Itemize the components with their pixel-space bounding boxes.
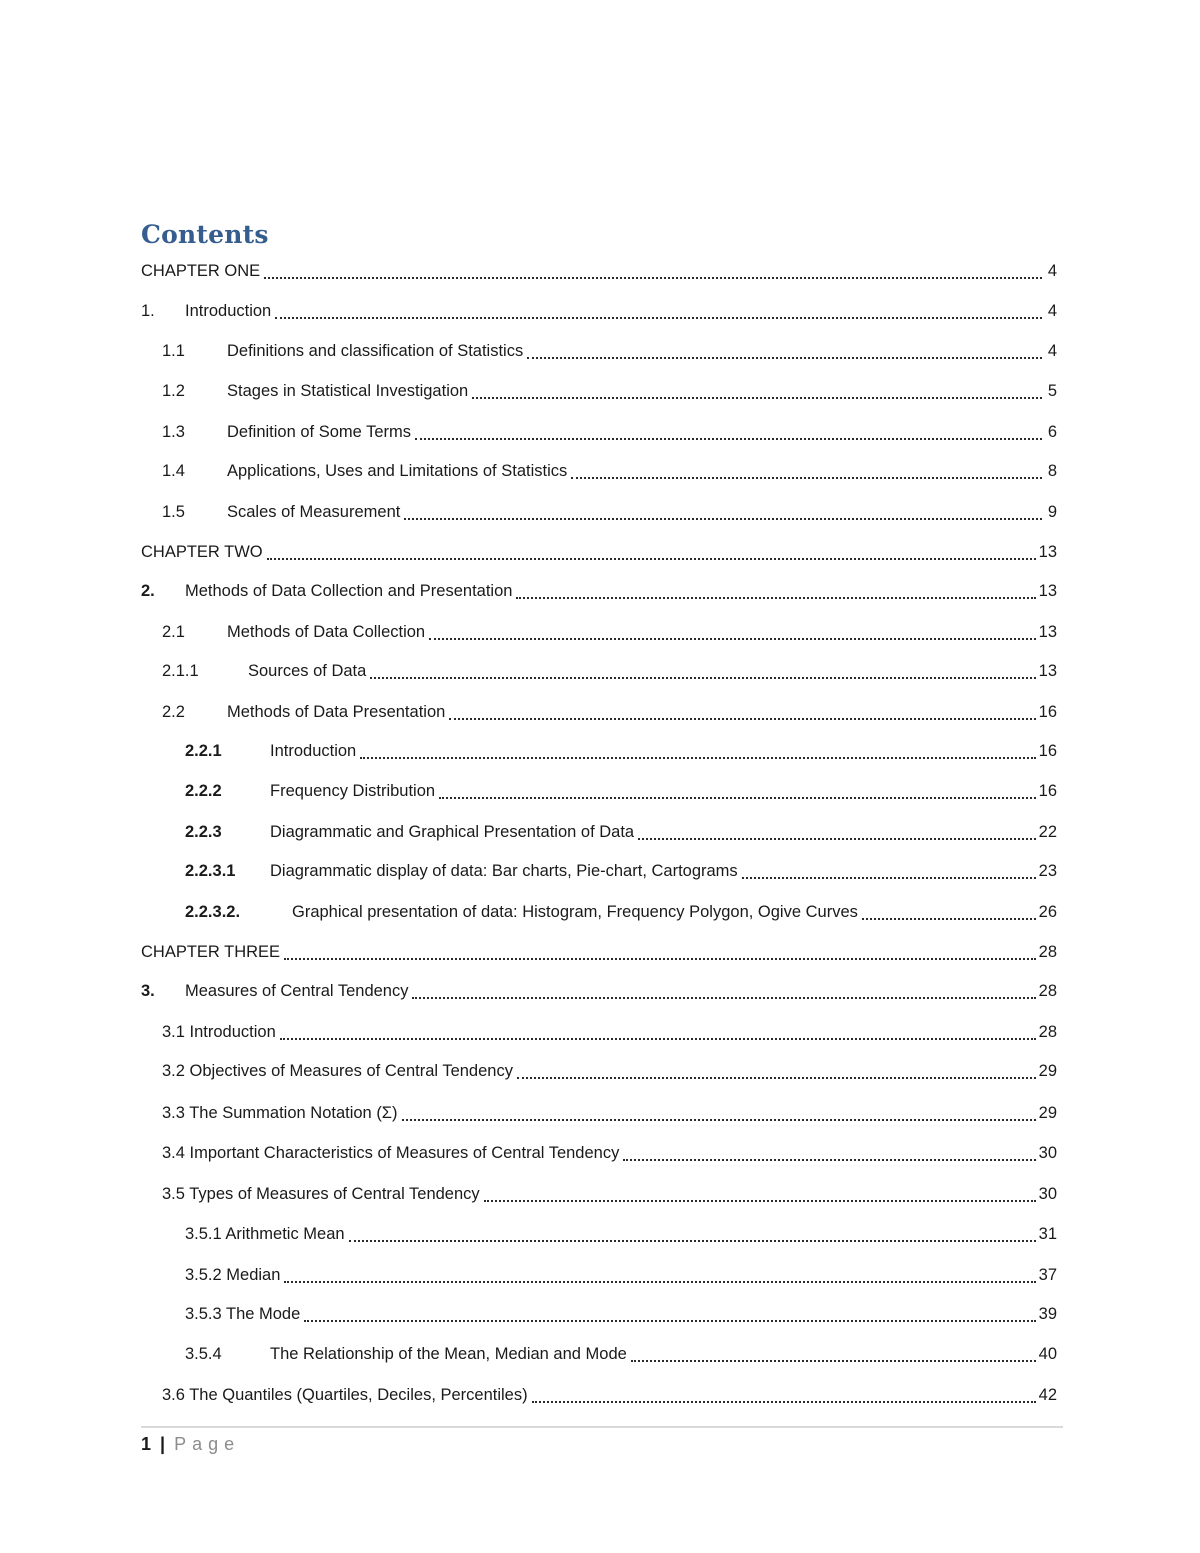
toc-entry-page: 26 bbox=[1038, 903, 1057, 921]
toc-entry-title: Scales of Measurement bbox=[227, 503, 401, 521]
toc-entry[interactable] bbox=[185, 901, 1057, 923]
toc-leader-dots bbox=[527, 335, 1042, 359]
toc-entry-page: 9 bbox=[1047, 503, 1057, 521]
toc-entry[interactable] bbox=[185, 1343, 1057, 1365]
toc-entry-title: Methods of Data Collection bbox=[227, 623, 426, 641]
toc-entry[interactable] bbox=[141, 580, 1057, 602]
toc-entry-page: 16 bbox=[1038, 703, 1057, 721]
toc-entry-number: 1. bbox=[141, 302, 155, 320]
toc-entry-title: 3.5.3 The Mode bbox=[185, 1305, 301, 1323]
toc-leader-dots bbox=[742, 855, 1036, 879]
toc-leader-dots bbox=[532, 1379, 1036, 1403]
toc-leader-dots bbox=[516, 575, 1035, 599]
toc-leader-dots bbox=[415, 416, 1042, 440]
toc-entry-number: 1.3 bbox=[162, 423, 185, 441]
toc-entry-title: Diagrammatic and Graphical Presentation of Data bbox=[270, 823, 635, 841]
toc-entry-page: 40 bbox=[1038, 1345, 1057, 1363]
toc-entry-page: 30 bbox=[1038, 1185, 1057, 1203]
toc-entry-title: 3.5.2 Median bbox=[185, 1266, 281, 1284]
toc-entry[interactable] bbox=[141, 541, 1057, 563]
toc-leader-dots bbox=[571, 455, 1042, 479]
toc-leader-dots bbox=[623, 1137, 1035, 1161]
toc-entry-title: Methods of Data Presentation bbox=[227, 703, 446, 721]
toc-title: Contents bbox=[141, 220, 269, 249]
toc-entry-page: 16 bbox=[1038, 742, 1057, 760]
footer-divider bbox=[141, 1426, 1063, 1428]
toc-entry-title: The Relationship of the Mean, Median and Mode bbox=[270, 1345, 627, 1363]
toc-entry-number: 2.2.2 bbox=[185, 782, 222, 800]
toc-entry[interactable] bbox=[185, 821, 1057, 843]
toc-entry[interactable] bbox=[162, 1060, 1057, 1082]
toc-entry-number: 2.2.3.1 bbox=[185, 862, 236, 880]
toc-entry-number: 2.2.3 bbox=[185, 823, 222, 841]
toc-leader-dots bbox=[264, 255, 1042, 279]
toc-entry-title: 3.3 The Summation Notation (Σ) bbox=[162, 1104, 398, 1122]
toc-leader-dots bbox=[631, 1338, 1036, 1362]
toc-entry-page: 28 bbox=[1038, 982, 1057, 1000]
toc-entry-number: 2.1 bbox=[162, 623, 185, 641]
toc-entry-page: 31 bbox=[1038, 1225, 1057, 1243]
toc-entry[interactable] bbox=[162, 701, 1057, 723]
toc-entry-number: 2. bbox=[141, 582, 155, 600]
toc-entry[interactable] bbox=[162, 1384, 1057, 1406]
toc-entry-number: 2.1.1 bbox=[162, 662, 199, 680]
toc-entry[interactable] bbox=[162, 380, 1057, 402]
page-footer bbox=[141, 1432, 240, 1456]
footer-page-label: Page bbox=[174, 1434, 241, 1454]
toc-entry-page: 4 bbox=[1047, 302, 1057, 320]
toc-entry-number: 2.2 bbox=[162, 703, 185, 721]
toc-entry-title: CHAPTER TWO bbox=[141, 543, 263, 561]
toc-entry[interactable] bbox=[141, 941, 1057, 963]
toc-entry[interactable] bbox=[162, 1021, 1057, 1043]
toc-entry-title: Diagrammatic display of data: Bar charts, Pie-chart, Cartograms bbox=[270, 862, 738, 880]
toc-entry-page: 16 bbox=[1038, 782, 1057, 800]
toc-entry-number: 1.5 bbox=[162, 503, 185, 521]
toc-entry-page: 5 bbox=[1047, 382, 1057, 400]
toc-entry[interactable] bbox=[162, 1142, 1057, 1164]
toc-entry-page: 28 bbox=[1038, 943, 1057, 961]
toc-entry-title: 3.6 The Quantiles (Quartiles, Deciles, Percentiles) bbox=[162, 1386, 528, 1404]
toc-entry-title: 3.2 Objectives of Measures of Central Tendency bbox=[162, 1062, 513, 1080]
toc-leader-dots bbox=[439, 775, 1036, 799]
toc-leader-dots bbox=[862, 896, 1036, 920]
toc-entry[interactable] bbox=[185, 1264, 1057, 1286]
toc-entry[interactable] bbox=[185, 780, 1057, 802]
toc-entry-title: Stages in Statistical Investigation bbox=[227, 382, 469, 400]
toc-entry-title: Definitions and classification of Statistics bbox=[227, 342, 524, 360]
toc-entry-title: Definition of Some Terms bbox=[227, 423, 412, 441]
toc-entry-number: 2.2.3.2. bbox=[185, 903, 241, 921]
toc-entry-number: 3.5.4 bbox=[185, 1345, 222, 1363]
toc-entry-title: Methods of Data Collection and Presentation bbox=[185, 582, 513, 600]
toc-entry-number: 3. bbox=[141, 982, 155, 1000]
toc-leader-dots bbox=[349, 1218, 1036, 1242]
toc-entry[interactable] bbox=[162, 460, 1057, 482]
toc-entry-number: 2.2.1 bbox=[185, 742, 222, 760]
toc-entry-page: 4 bbox=[1047, 342, 1057, 360]
toc-entry[interactable] bbox=[141, 300, 1057, 322]
toc-leader-dots bbox=[402, 1097, 1036, 1121]
toc-entry-page: 30 bbox=[1038, 1144, 1057, 1162]
toc-entry[interactable] bbox=[185, 1223, 1057, 1245]
toc-entry-number: 1.1 bbox=[162, 342, 185, 360]
toc-entry[interactable] bbox=[185, 1303, 1057, 1325]
toc-entry-title: 3.1 Introduction bbox=[162, 1023, 276, 1041]
toc-entry-page: 29 bbox=[1038, 1062, 1057, 1080]
toc-entry-title: CHAPTER THREE bbox=[141, 943, 281, 961]
toc-entry-page: 8 bbox=[1047, 462, 1057, 480]
toc-leader-dots bbox=[275, 295, 1042, 319]
toc-entry-title: Graphical presentation of data: Histogram, Frequency Polygon, Ogive Curves bbox=[292, 903, 858, 921]
toc-entry[interactable] bbox=[162, 501, 1057, 523]
toc-leader-dots bbox=[484, 1178, 1036, 1202]
toc-leader-dots bbox=[284, 936, 1036, 960]
toc-entry[interactable] bbox=[162, 340, 1057, 362]
toc-entry-page: 13 bbox=[1038, 582, 1057, 600]
toc-entry[interactable] bbox=[141, 980, 1057, 1002]
toc-leader-dots bbox=[638, 816, 1036, 840]
toc-entry-title: Frequency Distribution bbox=[270, 782, 436, 800]
footer-page-number: 1 bbox=[141, 1434, 152, 1454]
toc-entry[interactable] bbox=[162, 660, 1057, 682]
toc-leader-dots bbox=[370, 655, 1035, 679]
toc-entry-number: 1.4 bbox=[162, 462, 185, 480]
toc-entry-title: CHAPTER ONE bbox=[141, 262, 261, 280]
toc-entry-page: 37 bbox=[1038, 1266, 1057, 1284]
toc-entry[interactable] bbox=[162, 1102, 1057, 1124]
toc-leader-dots bbox=[304, 1298, 1035, 1322]
toc-entry-page: 23 bbox=[1038, 862, 1057, 880]
toc-leader-dots bbox=[472, 375, 1042, 399]
toc-leader-dots bbox=[360, 735, 1035, 759]
toc-entry-page: 29 bbox=[1038, 1104, 1057, 1122]
toc-entry-title: 3.5.1 Arithmetic Mean bbox=[185, 1225, 345, 1243]
toc-entry-page: 28 bbox=[1038, 1023, 1057, 1041]
toc-leader-dots bbox=[267, 536, 1036, 560]
toc-entry-title: Applications, Uses and Limitations of Statistics bbox=[227, 462, 568, 480]
toc-entry-page: 13 bbox=[1038, 662, 1057, 680]
toc-entry[interactable] bbox=[162, 621, 1057, 643]
toc-entry-number: 1.2 bbox=[162, 382, 185, 400]
toc-entry-page: 13 bbox=[1038, 543, 1057, 561]
toc-entry[interactable] bbox=[185, 860, 1057, 882]
toc-entry-title: 3.4 Important Characteristics of Measures of Central Tendency bbox=[162, 1144, 620, 1162]
toc-leader-dots bbox=[284, 1259, 1035, 1283]
toc-entry-page: 6 bbox=[1047, 423, 1057, 441]
toc-entry-title: Introduction bbox=[270, 742, 357, 760]
toc-entry-title: 3.5 Types of Measures of Central Tendency bbox=[162, 1185, 480, 1203]
toc-entry[interactable] bbox=[141, 260, 1057, 282]
toc-entry-page: 4 bbox=[1047, 262, 1057, 280]
toc-leader-dots bbox=[404, 496, 1042, 520]
toc-entry[interactable] bbox=[185, 740, 1057, 762]
toc-leader-dots bbox=[449, 696, 1035, 720]
toc-entry-page: 13 bbox=[1038, 623, 1057, 641]
footer-separator: | bbox=[160, 1434, 166, 1454]
toc-entry-title: Introduction bbox=[185, 302, 272, 320]
toc-entry-page: 22 bbox=[1038, 823, 1057, 841]
toc-leader-dots bbox=[280, 1016, 1036, 1040]
toc-entry-page: 42 bbox=[1038, 1386, 1057, 1404]
toc-leader-dots bbox=[517, 1055, 1036, 1079]
toc-entry[interactable] bbox=[162, 1183, 1057, 1205]
toc-entry-page: 39 bbox=[1038, 1305, 1057, 1323]
toc-entry-title: Sources of Data bbox=[248, 662, 367, 680]
toc-leader-dots bbox=[412, 975, 1035, 999]
toc-entry[interactable] bbox=[162, 421, 1057, 443]
toc-leader-dots bbox=[429, 616, 1036, 640]
toc-entry-title: Measures of Central Tendency bbox=[185, 982, 409, 1000]
